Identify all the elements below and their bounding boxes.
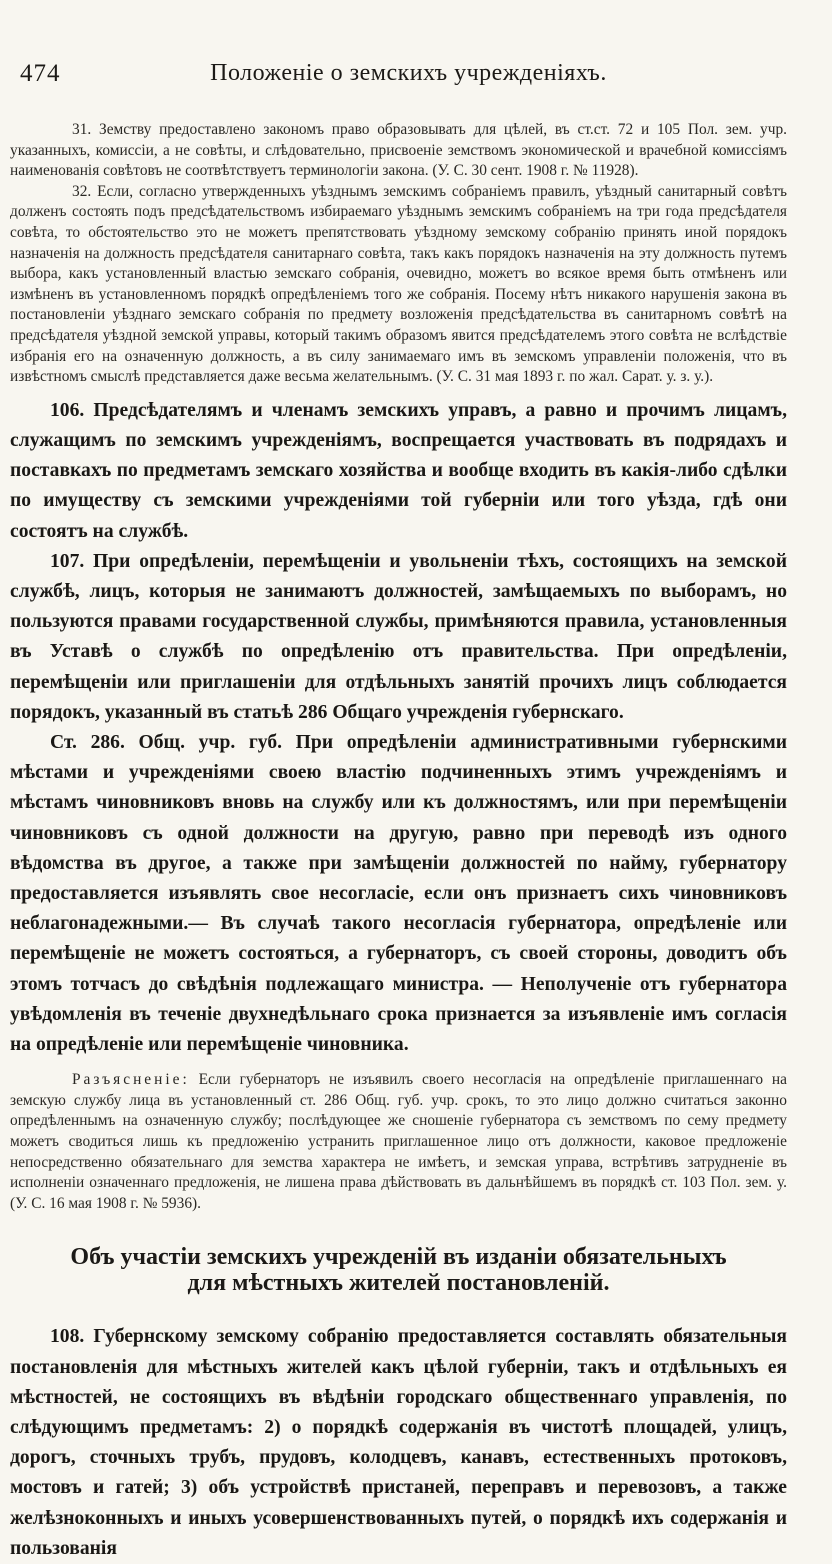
article-107-text: 107. При опредѣленіи, перемѣщеніи и увольненіи тѣхъ, состоящихъ на земской службѣ, лицъ, которыя не занимаютъ должностей, замѣщаемыхъ по выборамъ, но пользуются правами государственной службы, примѣняются правила, установленныя въ Уставѣ о службѣ по опредѣленію отъ правительства. При опредѣленіи, перемѣщеніи или приглашеніи для отдѣльныхъ занятій прочихъ лицъ соблюдается порядокъ, указанный въ статьѣ 286 Общаго учрежденія губернскаго. [10, 550, 787, 723]
page-number: 474 [20, 60, 61, 87]
note-31-text: 31. Земству предоставлено закономъ право образовывать для цѣлей, въ ст.ст. 72 и 105 Пол. зем. учр. указанныхъ, комиссіи, а не совѣты, и слѣдовательно, присвоеніе земствомъ экономической и врачебной комиссіямъ наименованія совѣтовъ не соотвѣтствуетъ терминологіи закона. (У. С. 30 сент. 1908 г. № 11928). [10, 121, 787, 180]
note-32-text: 32. Если, согласно утвержденныхъ уѣзднымъ земскимъ собраніемъ правилъ, уѣздный санитарный совѣтъ долженъ состоять подъ предсѣдательствомъ избираемаго уѣзднымъ земскимъ собраніемъ на три года предсѣдателя совѣта, то обстоятельство это не можетъ препятствовать уѣздному земскому собранію принять иной порядокъ назначенія на должность предсѣдателя санитарнаго совѣта, такъ какъ порядокъ назначенія на эту должность путемъ выбора, какъ установленный властью земскаго собранія, очевидно, можетъ во всякое время быть отмѣненъ или измѣненъ въ установленномъ порядкѣ опредѣленіемъ того же собранія. Посему нѣтъ никакого нарушенія закона въ постановленіи уѣзднаго земскаго собранія по предмету возложенія предсѣдательства въ санитарномъ совѣтѣ на предсѣдателя уѣздной земской управы, который такимъ образомъ явится предсѣдателемъ этого совѣта не вслѣдствіе избранія его на означенную должность, а въ силу занимаемаго имъ въ земскомъ управленіи положенія, что въ извѣстномъ смыслѣ представляется даже весьма желательнымъ. (У. С. 31 мая 1893 г. по жал. Сарат. у. з. у.). [10, 182, 787, 386]
explanation [10, 1070, 787, 1214]
note-32 [10, 182, 787, 388]
page-header [10, 60, 787, 96]
article-107 [10, 547, 787, 728]
statute-286 [10, 728, 787, 1060]
running-title: Положеніе о земскихъ учрежденіяхъ. [210, 60, 607, 86]
explanation-lead: Разъясненіе: [72, 1071, 190, 1089]
note-31 [10, 120, 787, 182]
article-108-text: 108. Губернскому земскому собранію предоставляется составлять обязательныя постановленія для мѣстныхъ жителей какъ цѣлой губерніи, такъ и отдѣльныхъ ея мѣстностей, не состоящихъ въ вѣдѣніи городскаго общественнаго управленія, по слѣдующимъ предметамъ: 2) о порядкѣ содержанія въ чистотѣ площадей, улицъ, дорогъ, сточныхъ трубъ, прудовъ, колодцевъ, канавъ, естественныхъ протоковъ, мостовъ и гатей; 3) объ устройствѣ пристаней, переправъ и перевозовъ, а также желѣзноконныхъ и иныхъ усовершенствованныхъ путей, о порядкѣ ихъ содержанія и пользованія [10, 1326, 787, 1559]
article-108 [10, 1322, 787, 1564]
explanation-text: Если губернаторъ не изъявилъ своего несогласія на опредѣленіе приглашеннаго на земскую службу лица въ установленный ст. 286 Общ. губ. учр. срокъ, то это лицо должно считаться законно опредѣленнымъ на означенную службу; послѣдующее же сношеніе губернатора съ земствомъ по сему предмету можетъ сводиться лишь къ предложенію устранить приглашенное лицо отъ должности, каковое предложеніе непосредственно обязательнаго для земства характера не имѣетъ, и земская управа, встрѣтивъ затрудненіе въ исполненіи означеннаго предложенія, не лишена права дѣйствовать въ дальнѣйшемъ въ порядкѣ ст. 103 Пол. зем. у. (У. С. 16 мая 1908 г. № 5936). [10, 1071, 787, 1212]
section-heading [10, 1244, 787, 1296]
section-heading-line-2: для мѣстныхъ жителей постановленій. [187, 1270, 610, 1297]
section-heading-line-1: Объ участіи земскихъ учрежденій въ изданіи обязательныхъ [70, 1244, 727, 1271]
article-106-text: 106. Предсѣдателямъ и членамъ земскихъ управъ, а равно и прочимъ лицамъ, служащимъ по земскимъ учрежденіямъ, воспрещается участвовать въ подрядахъ и поставкахъ по предметамъ земскаго хозяйства и вообще входить въ какія-либо сдѣлки по имуществу съ земскими учрежденіями той губерніи или того уѣзда, гдѣ они состоятъ на службѣ. [10, 399, 787, 542]
article-106 [10, 396, 787, 547]
statute-286-text: Ст. 286. Общ. учр. губ. При опредѣленіи административными губернскими мѣстами и учрежденіями своею властію подчиненныхъ этимъ учрежденіямъ и мѣстамъ чиновниковъ вновь на службу или къ должностямъ, или при перемѣщеніи чиновниковъ съ одной должности на другую, равно при переводѣ изъ одного вѣдомства въ другое, а также при замѣщеніи должностей по найму, губернатору предоставляется изъявлять свое несогласіе, если онъ признаетъ сихъ чиновниковъ неблагонадежными.— Въ случаѣ такого несогласія губернатора, опредѣленіе или перемѣщеніе не можетъ состояться, а губернаторъ, съ своей стороны, доводитъ объ этомъ тотчасъ до свѣдѣнія подлежащаго министра. — Неполученіе отъ губернатора увѣдомленія въ теченіе двухнедѣльнаго срока признается за изъявленіе имъ согласія на опредѣленіе или перемѣщеніе чиновника. [10, 731, 787, 1055]
